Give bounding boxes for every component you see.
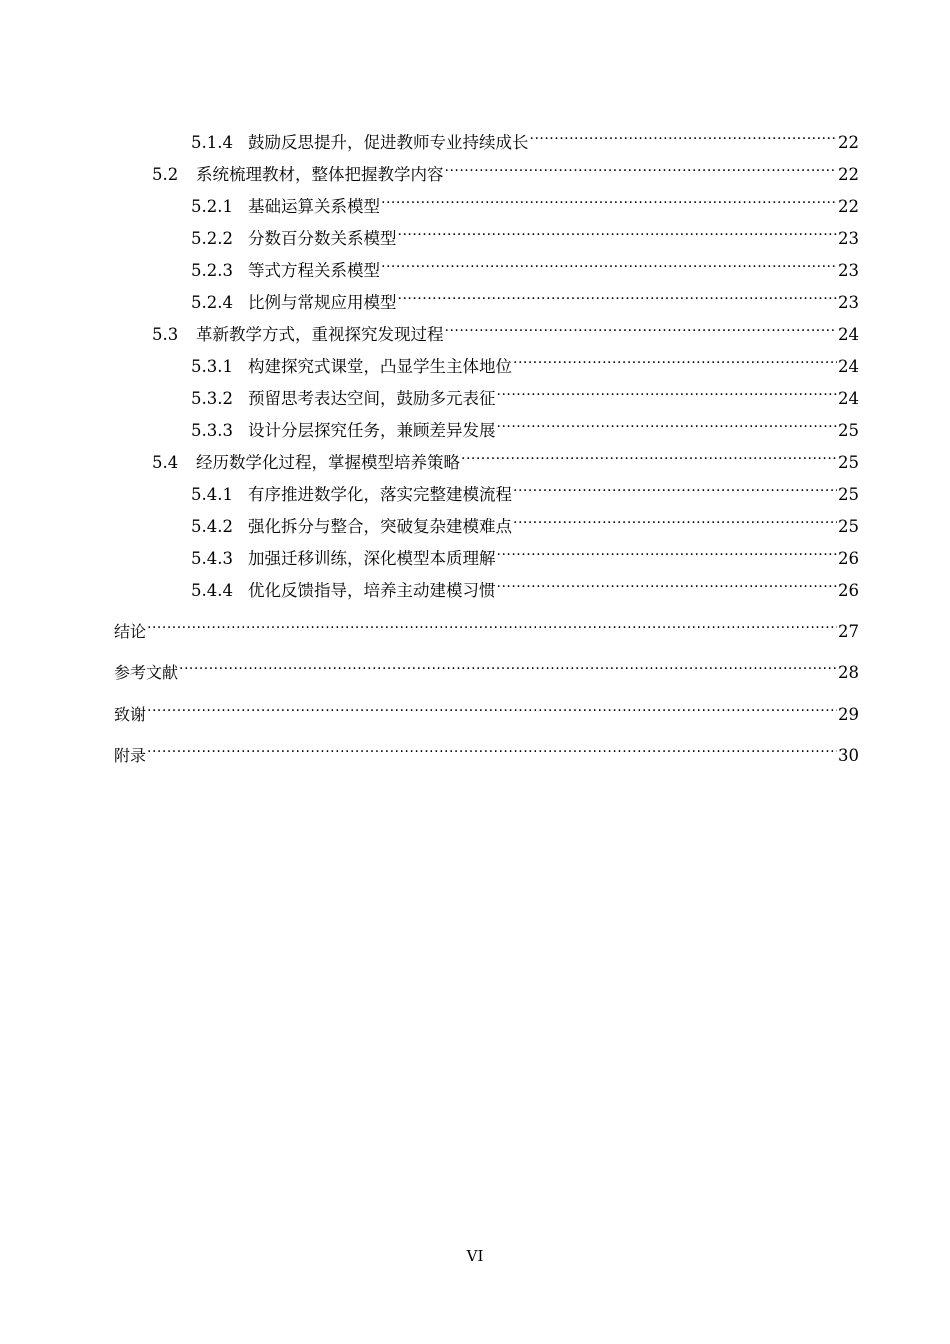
toc-entry-title: 有序推进数学化，落实完整建模流程: [248, 485, 512, 504]
toc-entry-number: 5.2.3: [191, 261, 233, 280]
toc-entry-number: 5.4.3: [191, 549, 233, 568]
toc-entry-page: 22: [838, 133, 859, 152]
toc-entry-number: 5.4.2: [191, 517, 233, 536]
toc-entry-number: 5.3.1: [191, 357, 233, 376]
toc-entry-title: 系统梳理教材，整体把握教学内容: [196, 165, 444, 184]
toc-entry[interactable]: [191, 180, 859, 216]
dot-leader: [530, 116, 838, 148]
page-number-footer: VI: [466, 1247, 484, 1265]
dot-leader: [445, 308, 838, 340]
dot-leader: [445, 148, 838, 180]
toc-entry-page: 25: [838, 485, 859, 504]
toc-entry[interactable]: [191, 372, 859, 408]
toc-entry-page: 22: [838, 165, 859, 184]
toc-entry-title: 强化拆分与整合，突破复杂建模难点: [248, 517, 512, 536]
toc-entry-title: 结论: [114, 622, 147, 641]
toc-entry[interactable]: [191, 340, 859, 376]
toc-entry-number: 5.3.2: [191, 389, 233, 408]
toc-entry-number: 5.2.4: [191, 293, 233, 312]
toc-entry-references[interactable]: [114, 646, 859, 682]
toc-entry-page: 23: [838, 261, 859, 280]
toc-entry-number: 5.2: [152, 165, 179, 184]
dot-leader: [461, 436, 837, 468]
dot-leader: [147, 688, 837, 720]
toc-entry[interactable]: [191, 500, 859, 536]
dot-leader: [381, 244, 837, 276]
toc-entry-page: 24: [838, 357, 859, 376]
toc-entry[interactable]: [191, 404, 859, 440]
toc-entry-title: 构建探究式课堂，凸显学生主体地位: [248, 357, 512, 376]
toc-entry[interactable]: [191, 468, 859, 504]
toc-entry-acknowledgements[interactable]: [114, 688, 859, 724]
toc-entry-page: 29: [838, 705, 859, 724]
dot-leader: [398, 212, 838, 244]
toc-entry-title: 经历数学化过程，掌握模型培养策略: [196, 453, 460, 472]
toc-entry-page: 24: [838, 389, 859, 408]
dot-leader: [497, 372, 838, 404]
toc-entry-number: 5.4.1: [191, 485, 233, 504]
toc-entry-title: 分数百分数关系模型: [248, 229, 397, 248]
toc-entry-number: 5.1.4: [191, 133, 233, 152]
toc-entry-page: 25: [838, 453, 859, 472]
toc-entry-title: 鼓励反思提升，促进教师专业持续成长: [248, 133, 529, 152]
toc-entry-title: 附录: [114, 746, 147, 765]
toc-entry-title: 等式方程关系模型: [248, 261, 380, 280]
toc-entry-appendix[interactable]: [114, 729, 859, 765]
toc-entry-page: 25: [838, 421, 859, 440]
toc-entry[interactable]: [191, 532, 859, 568]
toc-entry-number: 5.4.4: [191, 581, 233, 600]
toc-entry-page: 27: [838, 622, 859, 641]
toc-entry-title: 加强迁移训练，深化模型本质理解: [248, 549, 496, 568]
dot-leader: [179, 646, 837, 678]
toc-entry[interactable]: [152, 308, 859, 344]
toc-entry-title: 致谢: [114, 705, 147, 724]
toc-entry-title: 优化反馈指导，培养主动建模习惯: [248, 581, 496, 600]
toc-entry-page: 23: [838, 293, 859, 312]
toc-entry-title: 革新教学方式，重视探究发现过程: [196, 325, 444, 344]
toc-entry-page: 22: [838, 197, 859, 216]
toc-entry-page: 25: [838, 517, 859, 536]
toc-entry[interactable]: [152, 436, 859, 472]
dot-leader: [398, 276, 838, 308]
dot-leader: [497, 532, 838, 564]
toc-entry[interactable]: [191, 244, 859, 280]
toc-entry-page: 30: [838, 746, 859, 765]
toc-entry-page: 28: [838, 663, 859, 682]
dot-leader: [513, 340, 837, 372]
toc-entry-number: 5.2.2: [191, 229, 233, 248]
toc-entry[interactable]: [191, 212, 859, 248]
dot-leader: [147, 605, 837, 637]
toc-entry-number: 5.3: [152, 325, 179, 344]
toc-entry-page: 23: [838, 229, 859, 248]
toc-entry-page: 26: [838, 549, 859, 568]
dot-leader: [147, 729, 837, 761]
toc-entry[interactable]: [191, 116, 859, 152]
dot-leader: [497, 404, 838, 436]
toc-entry-page: 26: [838, 581, 859, 600]
toc-entry[interactable]: [152, 148, 859, 184]
toc-entry-title: 预留思考表达空间，鼓励多元表征: [248, 389, 496, 408]
toc-entry-conclusion[interactable]: [114, 605, 859, 641]
dot-leader: [513, 500, 837, 532]
toc-entry-number: 5.4: [152, 453, 179, 472]
toc-entry-title: 设计分层探究任务，兼顾差异发展: [248, 421, 496, 440]
toc-entry-title: 比例与常规应用模型: [248, 293, 397, 312]
toc-entry[interactable]: [191, 564, 859, 600]
dot-leader: [381, 180, 837, 212]
toc-entry-title: 基础运算关系模型: [248, 197, 380, 216]
toc-entry-title: 参考文献: [114, 663, 179, 682]
dot-leader: [513, 468, 837, 500]
toc-entry-page: 24: [838, 325, 859, 344]
toc-entry-number: 5.2.1: [191, 197, 233, 216]
dot-leader: [497, 564, 838, 596]
toc-entry-number: 5.3.3: [191, 421, 233, 440]
toc-entry[interactable]: [191, 276, 859, 312]
